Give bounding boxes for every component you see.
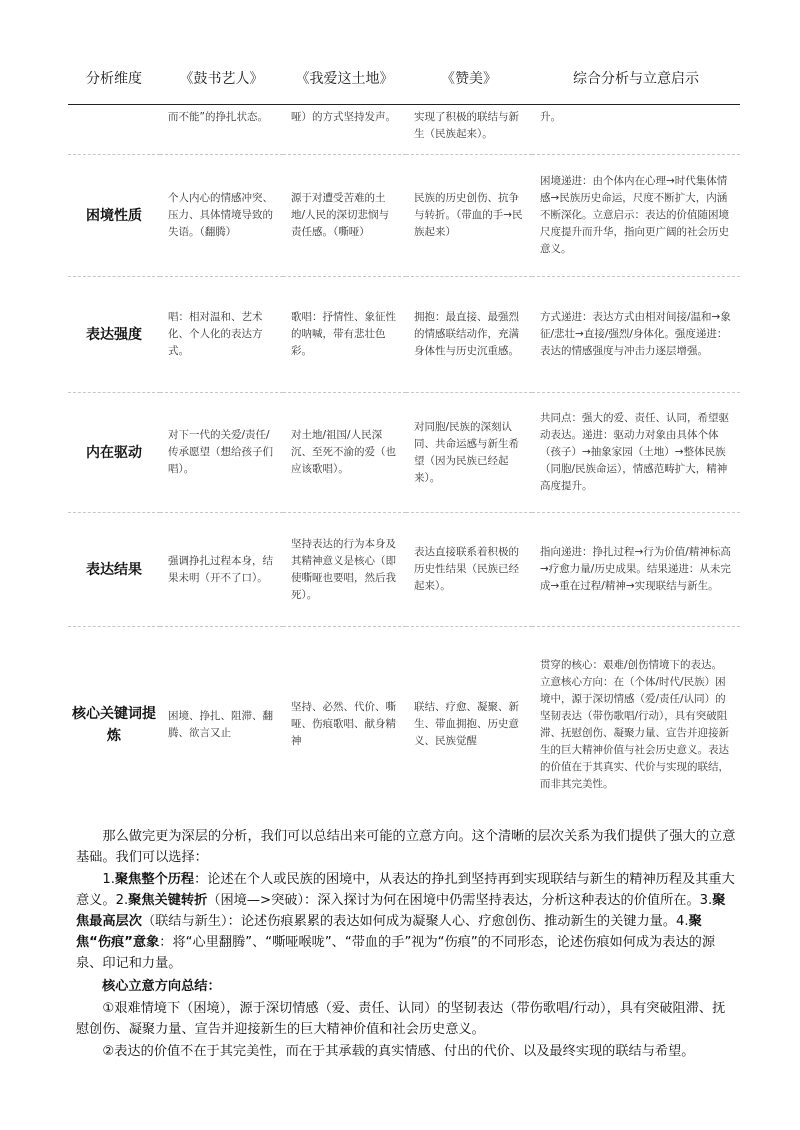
cell-tudi: 对土地/祖国/人民深沉、至死不渝的爱（也应该歌唱）。 bbox=[283, 393, 406, 513]
summary-point-1: ①艰难情境下（困境），源于深切情感（爱、责任、认同）的坚韧表达（带伤歌唱/行动），具有突破阻滞、抚慰创伤、凝聚力量、宣告并迎接新生的巨大精神价值和社会历史意义。 bbox=[76, 1001, 726, 1037]
cell-synthesis: 共同点：强大的爱、责任、认同，希望驱动表达。递进：驱动力对象由具体个体（孩子）→抽象家园（土地）→整体民族（同胞/民族命运），情感范畴扩大，精神高度提升。 bbox=[532, 393, 740, 513]
cell-zanmei: 拥抱：最直接、最强烈的情感联结动作，充满身体性与历史沉重感。 bbox=[406, 277, 532, 393]
cell-gushu: 唱：相对温和、艺术化、个人化的表达方式。 bbox=[160, 277, 283, 393]
row-dimension: 核心关键词提炼 bbox=[68, 627, 160, 823]
intro-paragraph: 那么做完更为深层的分析，我们可以总结出来可能的立意方向。这个清晰的层次关系为我们提供了强大的立意基础。我们可以选择： bbox=[76, 829, 736, 865]
row-dimension bbox=[68, 105, 160, 155]
option-number: 2. bbox=[115, 893, 129, 908]
cell-tudi: 歌唱：抒情性、象征性的呐喊，带有悲壮色彩。 bbox=[283, 277, 406, 393]
cell-gushu: 而不能”的挣扎状态。 bbox=[168, 111, 268, 123]
cell-zanmei: 实现了积极的联结与新生（民族起来）。 bbox=[414, 111, 519, 140]
cell-tudi: 哑）的方式坚持发声。 bbox=[291, 111, 396, 123]
table-row bbox=[68, 155, 740, 277]
cell-synthesis: 方式递进：表达方式由相对间接/温和→象征/悲壮→直接/强烈/身体化。强度递进：表达的情感强度与冲击力逐层增强。 bbox=[532, 277, 740, 393]
option-text: ：将“心里翻腾”、“嘶哑喉咙”、“带血的手”视为“伤痕”的不同形态，论述伤痕如何成为表达的源泉、印记和力量。 bbox=[76, 935, 716, 971]
header-synthesis: 综合分析与立意启示 bbox=[532, 52, 740, 105]
option-key: 聚焦“伤痕”意象 bbox=[76, 914, 702, 950]
cell-synthesis: 指向递进：挣扎过程→行为价值/精神标高→疗愈力量/历史成果。结果递进：从未完成→重在过程/精神→实现联结与新生。 bbox=[532, 513, 740, 627]
summary-point-2: ②表达的价值不在于其完美性，而在于其承载的真实情感、付出的代价、以及最终实现的联结与希望。 bbox=[102, 1044, 695, 1059]
cell-zanmei: 对同胞/民族的深刻认同、共命运感与新生希望（因为民族已经起来）。 bbox=[406, 393, 532, 513]
analysis-table bbox=[68, 52, 740, 823]
cell-zanmei: 联结、疗愈、凝聚、新生、带血拥抱、历史意义、民族觉醒 bbox=[406, 627, 532, 823]
cell-zanmei: 表达直接联系着积极的历史性结果（民族已经起来）。 bbox=[406, 513, 532, 627]
cell-synthesis: 贯穿的核心：艰难/创伤情境下的表达。立意核心方向：在（个体/时代/民族）困境中，源于深切情感（爱/责任/认同）的坚韧表达（带伤歌唱/行动），具有突破阻滞、抚慰创伤、凝聚力量、宣告并迎接新生的巨大精神价值与社会历史意义。表达的价值在于其真实、代价与实现的联结，而非其完美性。 bbox=[532, 627, 740, 823]
table-row bbox=[68, 627, 740, 823]
table-row bbox=[68, 393, 740, 513]
row-dimension: 表达强度 bbox=[68, 277, 160, 393]
option-text: （联结与新生）：论述伤痕累累的表达如何成为凝聚人心、疗愈创伤、推动新生的关键力量。 bbox=[141, 914, 677, 929]
table-header-row bbox=[68, 52, 740, 105]
summary-title: 核心立意方向总结： bbox=[102, 979, 221, 994]
cell-gushu: 对下一代的关爱/责任/传承愿望（想给孩子们唱）。 bbox=[160, 393, 283, 513]
table-row bbox=[68, 105, 740, 155]
cell-tudi: 源于对遭受苦难的土地/人民的深切悲悯与责任感。（嘶哑） bbox=[283, 155, 406, 277]
cell-zanmei: 民族的历史创伤、抗争与转折。（带血的手→民族起来） bbox=[406, 155, 532, 277]
option-text: ：论述在个人或民族的困境中，从表达的挣扎到坚持再到实现联结与新生的精神历程及其重大意义。 bbox=[76, 872, 735, 908]
header-zanmei: 《赞美》 bbox=[406, 52, 532, 105]
cell-tudi: 坚持、必然、代价、嘶哑、伤痕歌唱、献身精神 bbox=[283, 627, 406, 823]
option-key: 聚焦最高层次 bbox=[76, 893, 726, 929]
cell-gushu: 困境、挣扎、阻滞、翻腾、欲言又止 bbox=[160, 627, 283, 823]
row-dimension: 内在驱动 bbox=[68, 393, 160, 513]
row-dimension: 困境性质 bbox=[68, 155, 160, 277]
table-row bbox=[68, 277, 740, 393]
header-wo-ai-zhe-tudi: 《我爱这土地》 bbox=[283, 52, 406, 105]
header-dimension: 分析维度 bbox=[68, 52, 160, 105]
options-paragraph bbox=[76, 869, 736, 974]
option-number: 4. bbox=[676, 914, 689, 929]
cell-synthesis: 升。 bbox=[540, 111, 561, 123]
cell-gushu: 个人内心的情感冲突、压力、具体情境导致的失语。（翻腾） bbox=[160, 155, 283, 277]
cell-tudi: 坚持表达的行为本身及其精神意义是核心（即使嘶哑也要唱，然后我死）。 bbox=[283, 513, 406, 627]
header-gushu-yiren: 《鼓书艺人》 bbox=[160, 52, 283, 105]
option-number: 1. bbox=[102, 872, 115, 887]
table-row bbox=[68, 513, 740, 627]
option-number: 3. bbox=[699, 893, 713, 908]
cell-gushu: 强调挣扎过程本身，结果未明（开不了口）。 bbox=[160, 513, 283, 627]
option-key: 聚焦关键转折 bbox=[128, 893, 208, 908]
option-key: 聚焦整个历程 bbox=[114, 872, 195, 887]
cell-synthesis: 困境递进：由个体内在心理→时代集体情感→民族历史命运，尺度不断扩大，内涵不断深化。立意启示：表达的价值随困境尺度提升而升华，指向更广阔的社会历史意义。 bbox=[532, 155, 740, 277]
row-dimension: 表达结果 bbox=[68, 513, 160, 627]
option-text: （困境—>突破）：深入探讨为何在困境中仍需坚持表达，分析这种表达的价值所在。 bbox=[207, 893, 700, 908]
